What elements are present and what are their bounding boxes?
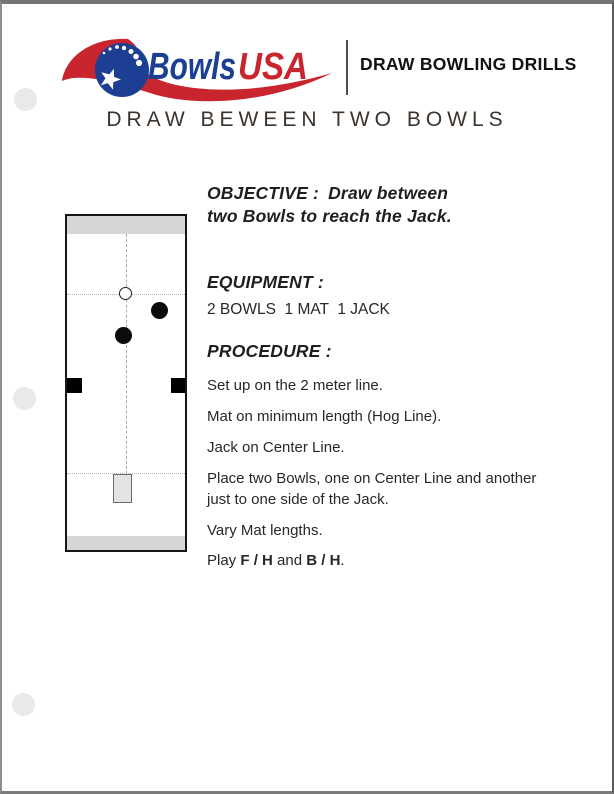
objective-section <box>207 182 457 228</box>
logo-ball-icon <box>95 43 149 97</box>
play-suffix: . <box>340 552 345 569</box>
procedure-step-play <box>207 550 345 571</box>
doc-series-label: DRAW BOWLING DRILLS <box>360 54 577 74</box>
play-shot-bh: B / H <box>306 552 341 569</box>
rink-diagram <box>65 214 187 552</box>
play-prefix: Play <box>207 552 241 569</box>
logo-word-bowls: Bowls <box>148 46 236 88</box>
punch-hole <box>12 693 35 716</box>
bowl <box>115 327 132 344</box>
procedure-step: Jack on Center Line. <box>207 439 345 456</box>
rink-boundary-marker <box>171 378 185 393</box>
jack <box>119 287 132 300</box>
equipment-items: 2 BOWLS 1 MAT 1 JACK <box>207 301 390 318</box>
rink-boundary-marker <box>67 378 82 393</box>
bowl <box>151 302 168 319</box>
procedure-step: Place two Bowls, one on Center Line and another just to one side of the Jack. <box>207 470 537 508</box>
page-title: DRAW BEWEEN TWO BOWLS <box>106 108 508 131</box>
procedure-step: Set up on the 2 meter line. <box>207 377 383 394</box>
bottom-ditch <box>67 536 185 550</box>
center-line <box>126 234 127 474</box>
procedure-heading: PROCEDURE : <box>207 341 332 361</box>
play-middle: and <box>272 552 307 569</box>
procedure-step: Mat on minimum length (Hog Line). <box>207 408 442 425</box>
top-ditch <box>67 216 185 234</box>
punch-hole <box>13 387 36 410</box>
objective-text: Draw between two Bowls to reach the Jack. <box>207 183 452 226</box>
objective-heading: OBJECTIVE : <box>207 183 320 203</box>
equipment-heading: EQUIPMENT : <box>207 272 324 292</box>
mat <box>113 474 132 503</box>
play-shot-fh: F / H <box>240 552 273 569</box>
logo-word-usa: USA <box>238 46 308 88</box>
bowls-usa-logo <box>42 29 342 109</box>
header-divider <box>346 40 348 95</box>
procedure-step: Vary Mat lengths. <box>207 522 323 539</box>
